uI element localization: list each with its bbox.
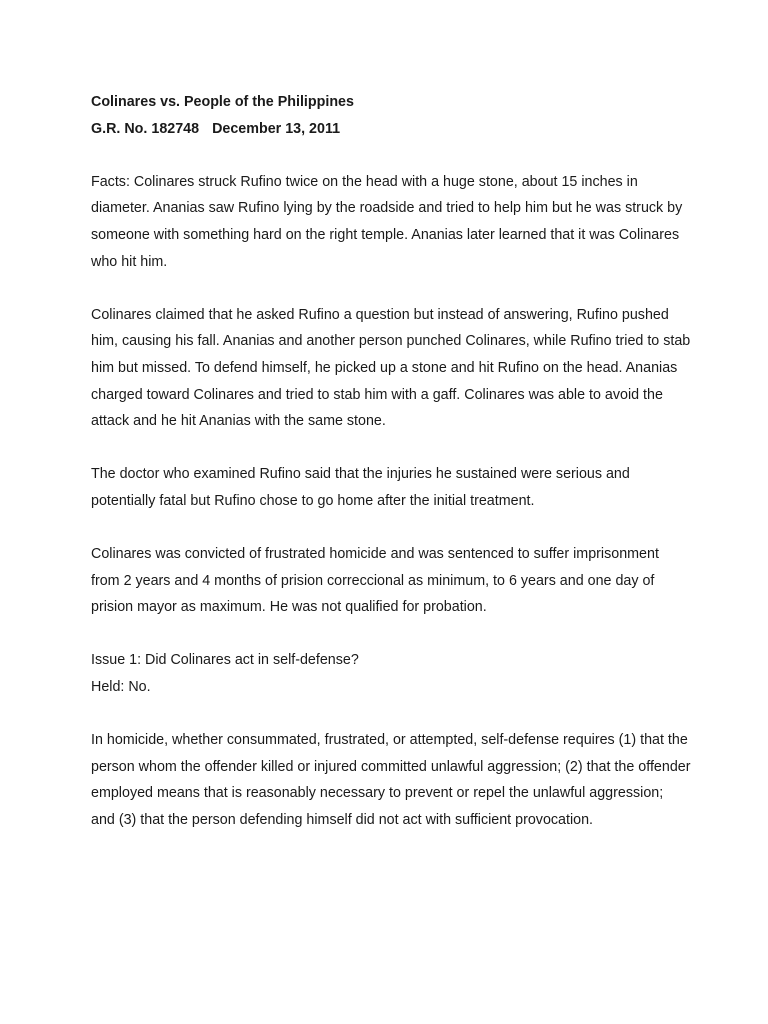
paragraph-spacer bbox=[91, 621, 691, 648]
decision-date: December 13, 2011 bbox=[212, 120, 341, 137]
gr-number: G.R. No. 182748 bbox=[91, 120, 200, 137]
issue-1-held: Held: No. bbox=[91, 679, 151, 696]
facts-paragraph-4: Colinares was convicted of frustrated homicide and was sentenced to suffer imprisonment from 2 years and 4 months of prision correccional as minimum, to 6 years and one day of prision mayor as maximum. He was not qualified for probation. bbox=[91, 546, 659, 616]
case-title: Colinares vs. People of the Philippines bbox=[91, 94, 354, 110]
document-content bbox=[91, 89, 691, 834]
facts-paragraph-2: Colinares claimed that he asked Rufino a question but instead of answering, Rufino pushed him, causing his fall. Ananias and another person punched Colinares, while Rufino tried to stab him but missed. To defend himself, he picked up a stone and hit Rufino on the head. Ananias charged toward Colinares and tried to stab him with a gaff. Colinares was able to avoid the attack and he hit Ananias with the same stone. bbox=[91, 306, 691, 430]
paragraph-spacer bbox=[91, 701, 691, 728]
paragraph-spacer bbox=[91, 435, 691, 462]
case-reference bbox=[91, 116, 691, 143]
ruling-paragraph-1: In homicide, whether consummated, frustrated, or attempted, self-defense requires (1) that the person whom the offender killed or injured committed unlawful aggression; (2) that the offender employed means that is reasonably necessary to prevent or repel the unlawful aggression; and (3) that the person defending himself did not act with sufficient provocation. bbox=[91, 732, 691, 829]
facts-paragraph-1: Facts: Colinares struck Rufino twice on the head with a huge stone, about 15 inches in diameter. Ananias saw Rufino lying by the roadside and tried to help him but he was struck by someone with something hard on the right temple. Ananias later learned that it was Colinares who hit him. bbox=[91, 173, 683, 270]
paragraph-spacer bbox=[91, 142, 691, 169]
paragraph-spacer bbox=[91, 515, 691, 542]
paragraph-spacer bbox=[91, 275, 691, 302]
facts-paragraph-3: The doctor who examined Rufino said that the injuries he sustained were serious and potentially fatal but Rufino chose to go home after the initial treatment. bbox=[91, 466, 630, 509]
issue-1-question: Issue 1: Did Colinares act in self-defense? bbox=[91, 652, 359, 669]
